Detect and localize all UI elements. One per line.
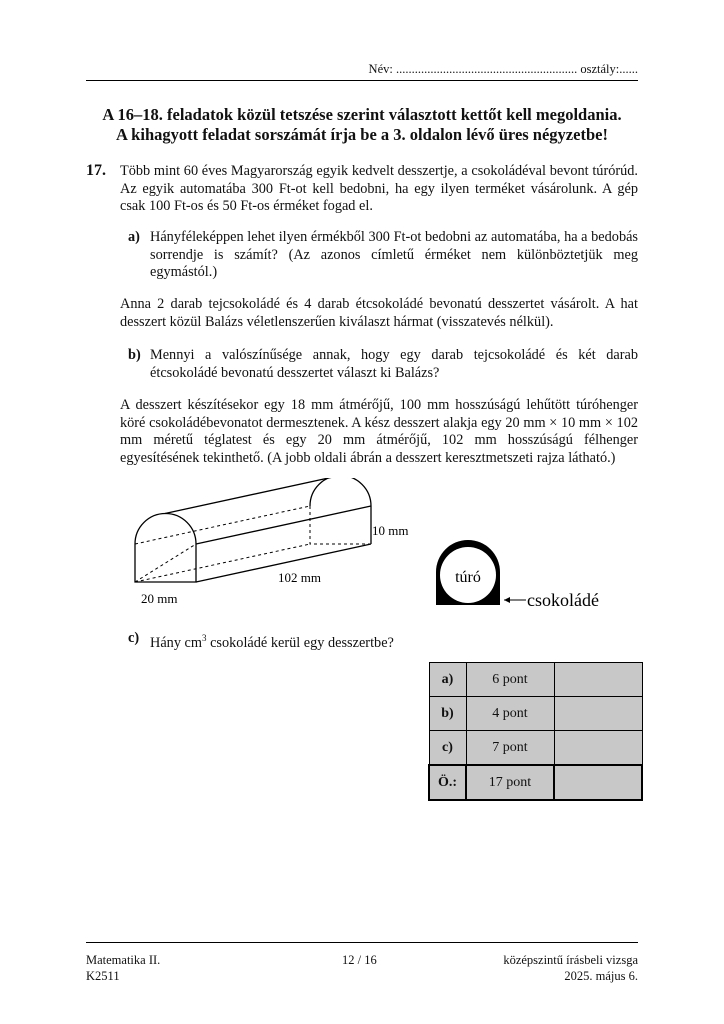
part-a-label: a) bbox=[128, 229, 140, 245]
score-total-row bbox=[429, 765, 642, 800]
name-label: Név: bbox=[368, 62, 393, 76]
name-dots: .......................................................... bbox=[395, 62, 578, 76]
instruction bbox=[86, 105, 638, 145]
score-row-points: 7 pont bbox=[466, 731, 554, 766]
score-row-score-cell[interactable] bbox=[554, 663, 642, 697]
footer-rule bbox=[86, 942, 638, 943]
footer-code: K2511 bbox=[86, 969, 120, 983]
part-b-label: b) bbox=[128, 347, 141, 363]
header-name-class bbox=[369, 62, 638, 77]
header-rule bbox=[86, 80, 638, 81]
score-row-label: a) bbox=[429, 663, 466, 697]
score-total-points: 17 pont bbox=[466, 765, 554, 800]
footer-date: 2025. május 6. bbox=[564, 969, 638, 983]
score-row-points: 6 pont bbox=[466, 663, 554, 697]
outer-label: csokoládé bbox=[527, 590, 599, 610]
dim-width-label: 20 mm bbox=[141, 591, 178, 606]
cross-section-figure bbox=[430, 540, 620, 615]
problem-middle: Anna 2 darab tejcsokoládé és 4 darab étcsokoládé bevonatú desszertet vásárolt. A hat desszert közül Balázs véletlenszerűen kiválaszt hármat (visszatevés nélkül). bbox=[120, 296, 638, 330]
part-b bbox=[120, 347, 638, 382]
dessert-3d-figure bbox=[128, 478, 428, 613]
part-c-text-post: csokoládé kerül egy desszertbe? bbox=[206, 634, 394, 651]
score-row-label: c) bbox=[429, 731, 466, 766]
score-row-label: b) bbox=[429, 697, 466, 731]
score-row bbox=[429, 731, 642, 766]
part-c-label: c) bbox=[128, 630, 140, 646]
footer-subject: Matematika II. bbox=[86, 953, 161, 967]
score-total-score-cell[interactable] bbox=[554, 765, 642, 800]
part-c-text bbox=[150, 630, 638, 652]
score-row-score-cell[interactable] bbox=[554, 731, 642, 766]
footer-right bbox=[503, 952, 638, 984]
footer-page-number: 12 / 16 bbox=[342, 953, 377, 967]
part-c-text-pre: Hány cm bbox=[150, 634, 203, 651]
part-c-sup: 3 bbox=[202, 633, 207, 643]
inner-label: túró bbox=[455, 569, 481, 586]
footer-exam: középszintű írásbeli vizsga bbox=[503, 953, 638, 967]
dim-length-label: 102 mm bbox=[278, 570, 321, 585]
score-total-label: Ö.: bbox=[429, 765, 466, 800]
class-label: osztály:...... bbox=[580, 62, 638, 76]
instruction-line-1: A 16–18. feladatok közül tetszése szerint választott kettőt kell megoldania. bbox=[102, 105, 622, 124]
problem-number: 17. bbox=[86, 162, 106, 179]
score-table bbox=[428, 662, 643, 801]
score-row bbox=[429, 697, 642, 731]
score-row-score-cell[interactable] bbox=[554, 697, 642, 731]
score-row-points: 4 pont bbox=[466, 697, 554, 731]
footer-left bbox=[86, 952, 160, 984]
part-c bbox=[120, 630, 638, 652]
problem-intro: Több mint 60 éves Magyarország egyik kedvelt desszertje, a csokoládéval bevont túrórúd. Az egyik automatába 300 Ft-ot kell bedobni, ha egy ilyen terméket vásárolunk. A gép csak 100 Ft-os és 50 Ft-os érméket fogad el. bbox=[120, 163, 638, 214]
part-a-text: Hányféleképpen lehet ilyen érmékből 300 Ft-ot bedobni az automatába, ha a bedobás sorrendje is számít? (Az azonos címletű érméket nem különböztetjük meg egymástól.) bbox=[150, 229, 638, 280]
part-b-text: Mennyi a valószínűsége annak, hogy egy darab tejcsokoládé és két darab étcsokoládé bevonatú desszertet választ ki Balázs? bbox=[150, 347, 638, 381]
part-a bbox=[120, 229, 638, 282]
problem-description: A desszert készítésekor egy 18 mm átmérőjű, 100 mm hosszúságú lehűtött túróhenger köré csokoládébevonatot dermesztenek. A kész desszert alakja egy 20 mm × 10 mm × 102 mm méretű téglatest és egy 20 mm átmérőjű, 102 mm hosszúságú félhenger egyesítésének tekinthető. (A jobb oldali ábrán a desszert keresztmetszeti rajza látható.) bbox=[120, 397, 638, 466]
dim-height-label: 10 mm bbox=[372, 523, 409, 538]
instruction-line-2: A kihagyott feladat sorszámát írja be a 3. oldalon lévő üres négyzetbe! bbox=[116, 125, 608, 144]
score-row bbox=[429, 663, 642, 697]
